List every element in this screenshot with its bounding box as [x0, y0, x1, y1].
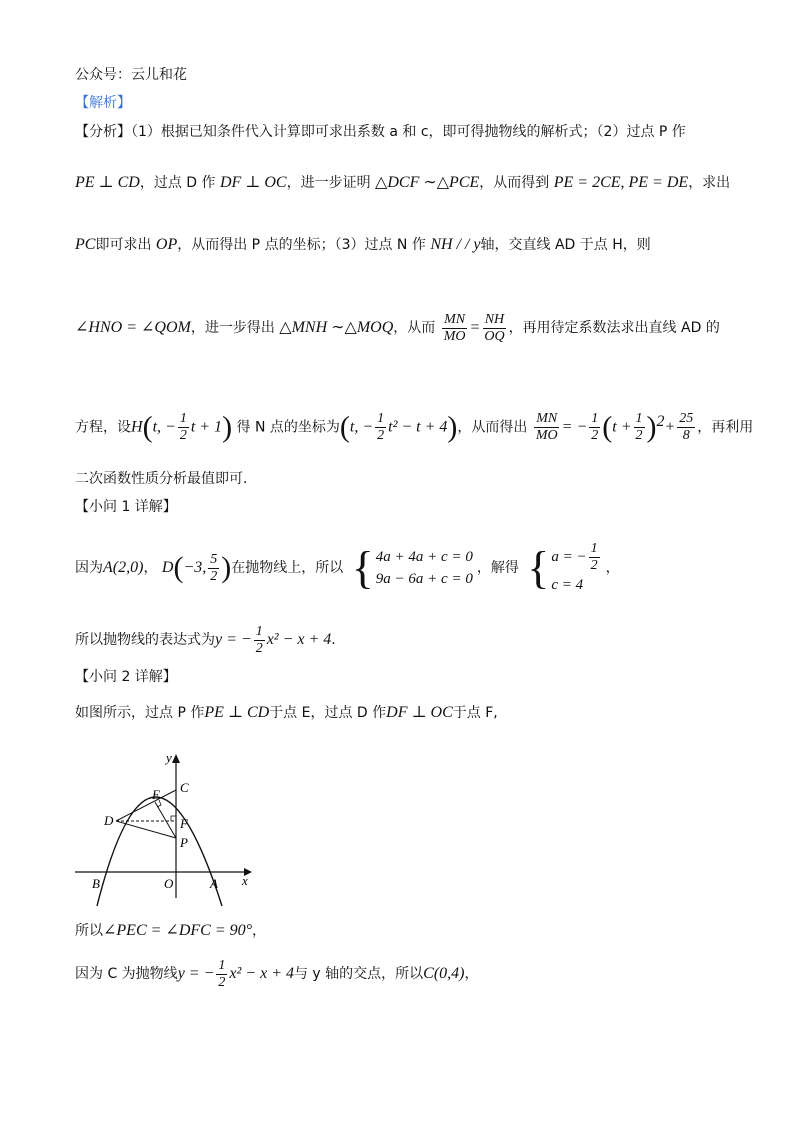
math-op: OP — [155, 236, 178, 253]
analysis-line-1 — [75, 121, 730, 143]
label-a: A — [210, 876, 218, 891]
brace: { — [351, 542, 374, 593]
math-point-d: D — [161, 559, 174, 576]
text: 轴，交直线 AD 于点 H，则 — [480, 237, 651, 253]
brace: { — [527, 542, 550, 593]
numerator: 5 — [210, 551, 218, 567]
math-n-mid: t, − — [349, 418, 374, 436]
numerator: 1 — [218, 957, 226, 973]
analysis-line-3 — [75, 234, 730, 256]
math-y: y = − — [215, 631, 252, 648]
denominator: 2 — [179, 428, 187, 444]
plus: + — [664, 418, 676, 436]
q2-tag: 【小问 2 详解】 — [75, 669, 177, 685]
label-f: F — [180, 816, 188, 831]
numerator: 1 — [255, 623, 263, 639]
math-df-perp-oc: DF ⊥ OC — [386, 704, 453, 721]
q1-tag: 【小问 1 详解】 — [75, 499, 177, 515]
fraction-half — [589, 541, 600, 574]
denominator: 2 — [590, 557, 598, 573]
fraction-half — [254, 624, 265, 657]
q2-line-2 — [75, 920, 730, 942]
text: ，从而得到 — [479, 175, 550, 191]
text: 因为 — [75, 560, 103, 576]
label-x: x — [242, 873, 248, 888]
denominator: 8 — [682, 428, 690, 444]
text: ，进一步证明 — [286, 175, 371, 191]
fraction-5-2 — [208, 552, 219, 585]
text: ，过点 D 作 — [139, 175, 216, 191]
math-pc: PC — [75, 236, 96, 253]
analysis-line-5 — [75, 400, 754, 450]
section-tag: 【解析】 — [75, 95, 131, 111]
denominator: 2 — [255, 640, 263, 656]
label-o: O — [164, 876, 174, 891]
right-angle-f-icon — [171, 816, 176, 821]
q2-line-1 — [75, 700, 730, 726]
numerator: 1 — [179, 411, 187, 427]
paren-open: ( — [173, 551, 184, 584]
fraction-half — [216, 958, 227, 991]
equation-row — [551, 541, 601, 574]
denominator: 2 — [591, 428, 599, 444]
label-p: P — [180, 835, 188, 850]
equals: = — [469, 319, 481, 336]
label-e: E — [152, 787, 160, 802]
fraction-half — [589, 411, 600, 444]
y-axis-arrow-icon — [172, 754, 180, 763]
numerator: 1 — [590, 540, 598, 556]
text: 与 y 轴的交点，所以 — [293, 966, 424, 982]
text: ，再利用 — [697, 419, 754, 436]
math-pe-perp-cd: PE ⊥ CD — [75, 174, 140, 191]
fraction-mn-mo — [442, 312, 468, 345]
analysis-line-2 — [75, 172, 730, 194]
analysis-tag: 【分析】 — [75, 124, 131, 140]
fraction-25-8 — [677, 411, 695, 444]
segment-dc — [116, 790, 176, 821]
equation-row: 4a + 4a + c = 0 — [375, 549, 473, 565]
account-header: 公众号：云儿和花 — [75, 67, 187, 83]
numerator: MN — [536, 411, 558, 427]
fraction-half — [178, 411, 189, 444]
text: ，进一步得出 — [190, 320, 275, 336]
text: ，求出 — [688, 175, 731, 191]
text: 所以 — [75, 923, 103, 939]
math-d-mid: −3, — [183, 559, 207, 576]
text: ， — [143, 560, 158, 576]
text: 所以抛物线的表达式为 — [75, 632, 215, 648]
text: 在抛物线上，所以 — [231, 560, 344, 576]
paren-open: ( — [142, 410, 153, 444]
denominator: MO — [535, 428, 558, 444]
math-point-a: A(2,0) — [103, 559, 144, 576]
denominator: 2 — [210, 568, 218, 584]
q1-line-1 — [75, 540, 730, 596]
math-angle-eq: ∠HNO = ∠QOM — [75, 319, 191, 336]
q2-line-3 — [75, 954, 730, 994]
text: ，解得 — [476, 560, 519, 576]
denominator: 2 — [377, 428, 385, 444]
parabola-figure — [70, 748, 260, 908]
paren-open: ( — [339, 410, 350, 444]
label-y: y — [166, 750, 172, 765]
label-c: C — [180, 780, 189, 795]
math-a: a = − — [551, 548, 587, 565]
equation-system-2 — [527, 541, 601, 596]
text: 因为 C 为抛物线 — [75, 966, 178, 982]
math-h-mid: t, − — [152, 418, 176, 436]
math-pe-eq: PE = 2CE, PE = DE — [553, 174, 689, 191]
text: ，再用待定系数法求出直线 AD 的 — [508, 320, 720, 336]
paren-close: ) — [646, 410, 657, 444]
numerator: 1 — [377, 411, 385, 427]
equation-row: c = 4 — [551, 576, 584, 593]
text: . — [331, 632, 336, 648]
fraction-half — [375, 411, 386, 444]
text: ， — [464, 966, 479, 982]
exponent: 2 — [656, 413, 665, 430]
fraction-nh-oq — [482, 312, 506, 345]
analysis-line-4 — [75, 308, 730, 348]
text: 于点 E，过点 D 作 — [269, 705, 387, 721]
numerator: MN — [444, 311, 466, 327]
text: 于点 F, — [452, 705, 498, 721]
math-rest: x² − x + 4 — [266, 631, 332, 648]
numerator: 1 — [591, 411, 599, 427]
paren-open: ( — [602, 410, 613, 444]
text: 得 N 点的坐标为 — [236, 419, 340, 436]
label-d: D — [104, 813, 114, 828]
math-right-angles: ∠PEC = ∠DFC = 90° — [103, 922, 253, 939]
paren-close: ) — [221, 551, 232, 584]
equals-minus: = − — [561, 418, 588, 436]
paren-close: ) — [222, 410, 233, 444]
math-similar-triangles: △DCF ∼△PCE — [375, 174, 480, 191]
text: 如图所示，过点 P 作 — [75, 705, 205, 721]
denominator: 2 — [218, 974, 226, 990]
analysis-line-6: 二次函数性质分析最值即可. — [75, 471, 248, 487]
paren-close: ) — [447, 410, 458, 444]
text: ，从而 — [393, 320, 436, 336]
denominator: OQ — [484, 328, 505, 344]
fraction-half — [634, 411, 645, 444]
numerator: NH — [484, 311, 505, 327]
numerator: 1 — [635, 411, 643, 427]
q1-line-2 — [75, 620, 730, 660]
math-similar-mnh: △MNH ∼△MOQ — [279, 319, 394, 336]
numerator: 25 — [679, 411, 694, 427]
math-h-right: t + 1 — [190, 418, 223, 436]
denominator: 2 — [635, 428, 643, 444]
math-pe-perp-cd: PE ⊥ CD — [204, 704, 270, 721]
math-inner: t + — [612, 418, 632, 436]
fraction-mn-mo — [534, 411, 560, 444]
text: ， — [252, 923, 267, 939]
label-b: B — [92, 876, 100, 891]
text: 方程，设 — [75, 419, 131, 436]
denominator: MO — [443, 328, 466, 344]
math-y: y = − — [177, 965, 215, 982]
parabola-curve — [97, 797, 222, 906]
math-n-right: t² − t + 4 — [388, 418, 448, 436]
math-point-c: C(0,4) — [423, 965, 465, 982]
analysis-text-1: （1）根据已知条件代入计算即可求出系数 a 和 c，即可得抛物线的解析式；（2）过点 P 作 — [131, 124, 686, 140]
text: ，从而得出 P 点的坐标；（3）过点 N 作 — [177, 237, 426, 253]
math-df-perp-oc: DF ⊥ OC — [219, 174, 287, 191]
math-h: H — [131, 418, 143, 436]
equation-system-1 — [351, 542, 473, 593]
text: ，从而得出 — [457, 419, 528, 436]
math-rest: x² − x + 4 — [229, 965, 294, 982]
text: 即可求出 — [95, 237, 152, 253]
text: ， — [605, 560, 620, 576]
math-nh-parallel: NH / / y — [430, 236, 481, 253]
equation-row: 9a − 6a + c = 0 — [375, 571, 473, 587]
